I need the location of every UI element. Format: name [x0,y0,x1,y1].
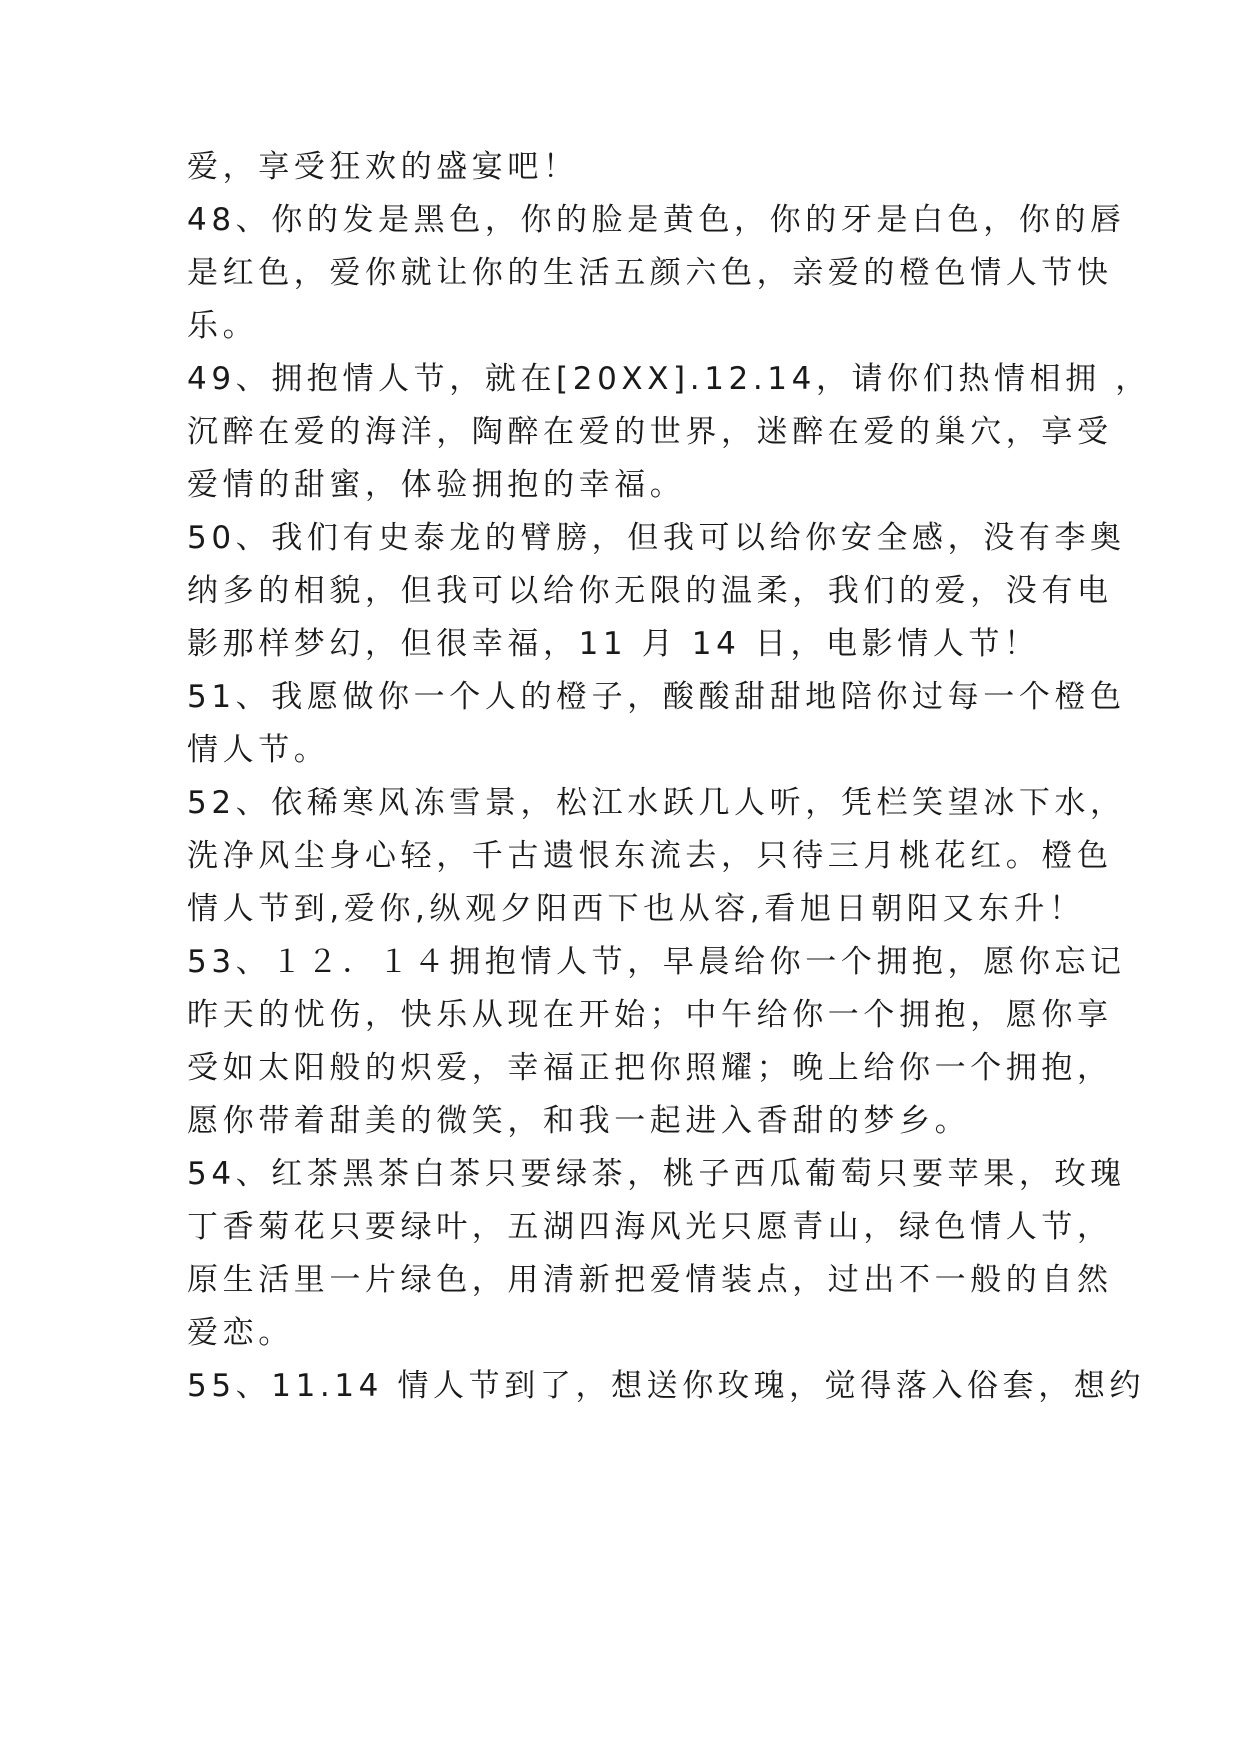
text-line: 昨天的忧伤，快乐从现在开始；中午给你一个拥抱，愿你享 [187,997,1113,1033]
text-line: 洗净风尘身心轻，千古遗恨东流去，只待三月桃花红。橙色 [187,838,1113,874]
text-line: 48、你的发是黑色，你的脸是黄色，你的牙是白色，你的唇 [187,202,1126,238]
text-line: 54、红茶黑茶白茶只要绿茶，桃子西瓜葡萄只要苹果，玫瑰 [187,1156,1126,1192]
text-line: 52、依稀寒风冻雪景，松江水跃几人听，凭栏笑望冰下水， [187,785,1126,821]
text-line: 情人节到,爱你,纵观夕阳西下也从容,看旭日朝阳又东升！ [187,891,1085,927]
text-line: 爱恋。 [187,1315,294,1351]
text-line: 爱情的甜蜜，体验拥抱的幸福。 [187,467,686,503]
text-line: 原生活里一片绿色，用清新把爱情装点，过出不一般的自然 [187,1262,1113,1298]
text-line: 纳多的相貌，但我可以给你无限的温柔，我们的爱，没有电 [187,573,1113,609]
text-line: 50、我们有史泰龙的臂膀，但我可以给你安全感，没有李奥 [187,520,1126,556]
text-line: 丁香菊花只要绿叶，五湖四海风光只愿青山，绿色情人节， [187,1209,1113,1245]
text-line: 沉醉在爱的海洋，陶醉在爱的世界，迷醉在爱的巢穴，享受 [187,414,1113,450]
text-line: 51、我愿做你一个人的橙子，酸酸甜甜地陪你过每一个橙色 [187,679,1126,715]
text-line: 55、11.14 情人节到了，想送你玫瑰，觉得落入俗套，想约 [187,1368,1146,1404]
text-line: 49、拥抱情人节，就在[20XX].12.14，请你们热情相拥 ， [187,361,1151,397]
text-line: 情人节。 [187,732,330,768]
text-line: 53、１２．１４拥抱情人节，早晨给你一个拥抱，愿你忘记 [187,944,1126,980]
text-line: 受如太阳般的炽爱，幸福正把你照耀；晚上给你一个拥抱， [187,1050,1113,1086]
text-line: 是红色，爱你就让你的生活五颜六色，亲爱的橙色情人节快 [187,255,1113,291]
text-line: 乐。 [187,308,259,344]
text-line: 愿你带着甜美的微笑，和我一起进入香甜的梦乡。 [187,1103,971,1139]
text-line: 爱，享受狂欢的盛宴吧！ [187,149,579,185]
text-line: 影那样梦幻，但很幸福，11 月 14 日，电影情人节！ [187,626,1040,662]
